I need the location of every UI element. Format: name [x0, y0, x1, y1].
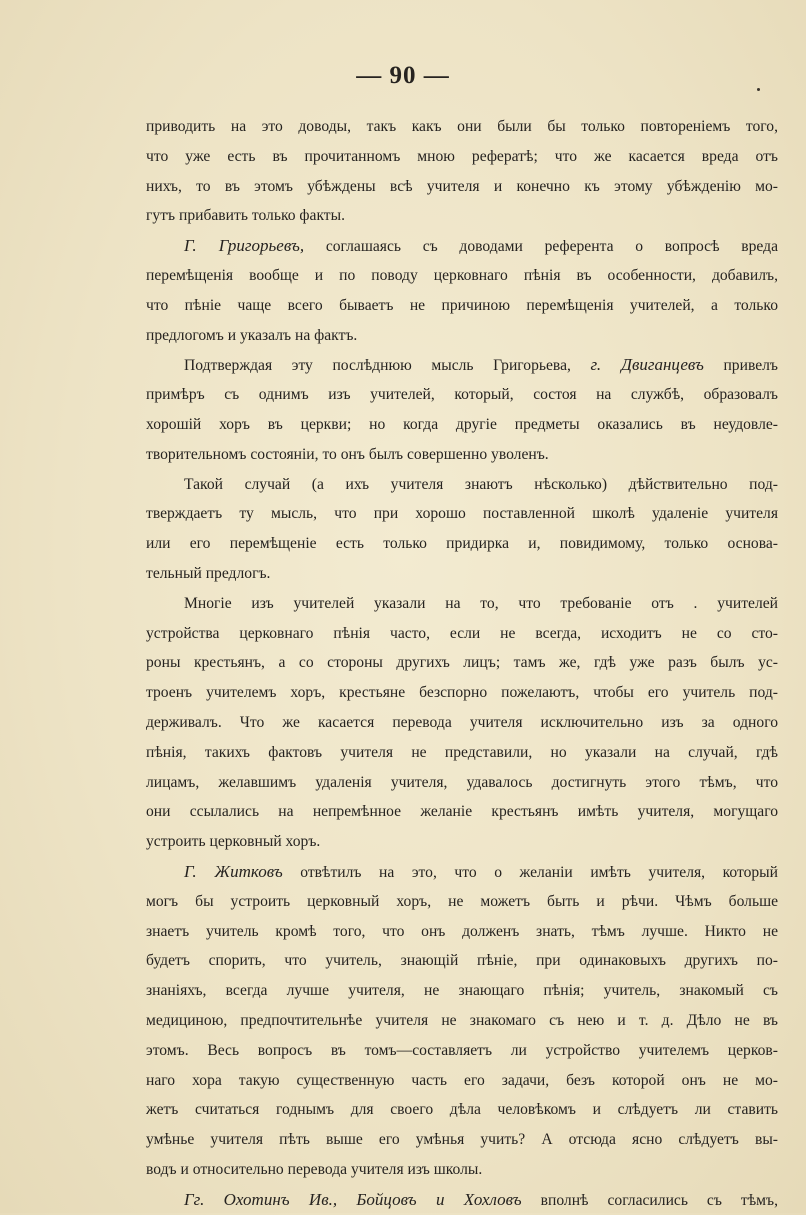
paragraph-dviganzev	[146, 350, 778, 469]
text-line: пѣнія, такихъ фактовъ учителя не представили, но указали на случай, гдѣ	[146, 743, 778, 761]
text-line: примѣръ съ однимъ изъ учителей, который, состоя на службѣ, образовалъ	[146, 386, 778, 404]
paragraph-grigoriev	[146, 231, 778, 350]
text-span: соглашаясь съ доводами референта о вопросѣ вреда	[304, 238, 778, 256]
text-line: устройства церковнаго пѣнія часто, если не всегда, исходитъ не со сто-	[146, 624, 778, 642]
text-line-first	[146, 350, 778, 380]
text-span: привелъ	[703, 357, 778, 375]
text-line-first	[146, 857, 778, 887]
text-line: будетъ спорить, что учитель, знающій пѣніе, при одинаковыхъ другихъ по-	[146, 952, 778, 970]
speaker-name: Г. Житковъ	[184, 861, 283, 881]
page-number: — 90 —	[356, 62, 450, 89]
text-line: они ссылались на непремѣнное желаніе крестьянъ имѣть учителя, могущаго	[146, 803, 778, 821]
text-line: Многіе изъ учителей указали на то, что требованіе отъ . учителей	[184, 594, 778, 612]
text-line: наго хора такую существенную часть его задачи, безъ которой онъ не мо-	[146, 1071, 778, 1089]
text-line: жетъ считаться годнымъ для своего дѣла человѣкомъ и слѣдуетъ ли ставить	[146, 1101, 778, 1119]
paragraph-zhitkov	[146, 857, 778, 1185]
text-line: роны крестьянъ, а со стороны другихъ лицъ; тамъ же, гдѣ уже разъ былъ ус-	[146, 654, 778, 672]
text-line: приводить на это доводы, такъ какъ они были бы только повтореніемъ того,	[146, 118, 778, 135]
text-line: гутъ прибавить только факты.	[146, 207, 346, 225]
text-span: Подтверждая эту послѣднюю мысль Григорьева,	[184, 357, 591, 375]
paragraph-continuation	[146, 112, 778, 231]
text-line: могъ бы устроить церковный хоръ, не можетъ быть и рѣчи. Чѣмъ больше	[146, 892, 778, 910]
text-line: перемѣщенія вообще и по поводу церковнаго пѣнія въ особенности, добавилъ,	[146, 266, 778, 284]
text-line: предлогомъ и указалъ на фактъ.	[146, 326, 358, 344]
text-line: лицамъ, желавшимъ удаленія учителя, удавалось достигнуть этого тѣмъ, что	[146, 773, 778, 791]
text-line: троенъ учителемъ хоръ, крестьяне безспорно пожелаютъ, чтобы его учитель под-	[146, 684, 778, 702]
text-line: тверждаетъ ту мысль, что при хорошо поставленной школѣ удаленіе учителя	[146, 505, 778, 523]
text-span: вполнѣ согласились съ тѣмъ,	[521, 1191, 778, 1209]
text-line-first	[146, 1185, 778, 1215]
paragraph-okhotin	[146, 1185, 778, 1215]
text-line: знаніяхъ, всегда лучше учителя, не знающаго пѣнія; учитель, знакомый съ	[146, 982, 778, 1000]
ink-dot	[757, 88, 760, 91]
text-line: медициною, предпочтительнѣе учителя не знакомаго съ нею и т. д. Дѣло не въ	[146, 1011, 778, 1029]
text-line: этомъ. Весь вопросъ въ томъ—составляетъ ли устройство учителемъ церков-	[146, 1041, 778, 1059]
text-line: устроить церковный хоръ.	[146, 833, 321, 851]
body-text	[146, 112, 778, 1214]
paragraph-teachers	[146, 589, 778, 857]
text-line: хорошій хоръ въ церкви; но когда другіе предметы оказались въ неудовле-	[146, 415, 778, 433]
speaker-name: г. Двиганцевъ	[590, 355, 704, 375]
text-line: Такой случай (а ихъ учителя знаютъ нѣсколько) дѣйствительно под-	[184, 475, 778, 493]
text-line: знаетъ учитель кромѣ того, что онъ долженъ знать, тѣмъ лучше. Никто не	[146, 922, 778, 940]
text-line: творительномъ состояніи, то онъ былъ совершенно уволенъ.	[146, 445, 549, 463]
text-line: держивалъ. Что же касается перевода учителя исключительно изъ за одного	[146, 713, 778, 731]
text-line: или его перемѣщеніе есть только придирка и, повидимому, только основа-	[146, 535, 778, 553]
speaker-name: Г. Григорьевъ,	[184, 236, 305, 256]
text-line: нихъ, то въ этомъ убѣждены всѣ учителя и конечно къ этому убѣжденію мо-	[146, 177, 778, 195]
text-line: тельный предлогъ.	[146, 564, 271, 582]
text-line: что пѣніе чаще всего бываетъ не причиною перемѣщенія учителей, а только	[146, 296, 778, 314]
text-span: отвѣтилъ на это, что о желаніи имѣть учителя, который	[282, 863, 778, 881]
paragraph-case	[146, 470, 778, 589]
text-line: умѣнье учителя пѣть выше его умѣнья учить? А отсюда ясно слѣдуетъ вы-	[146, 1131, 778, 1149]
text-line: водъ и относительно перевода учителя изъ школы.	[146, 1160, 483, 1178]
text-line: что уже есть въ прочитанномъ мною рефератѣ; что же касается вреда отъ	[146, 147, 778, 165]
speaker-name: Гг. Охотинъ Ив., Бойцовъ и Хохловъ	[184, 1189, 522, 1209]
text-line-first	[146, 231, 778, 261]
